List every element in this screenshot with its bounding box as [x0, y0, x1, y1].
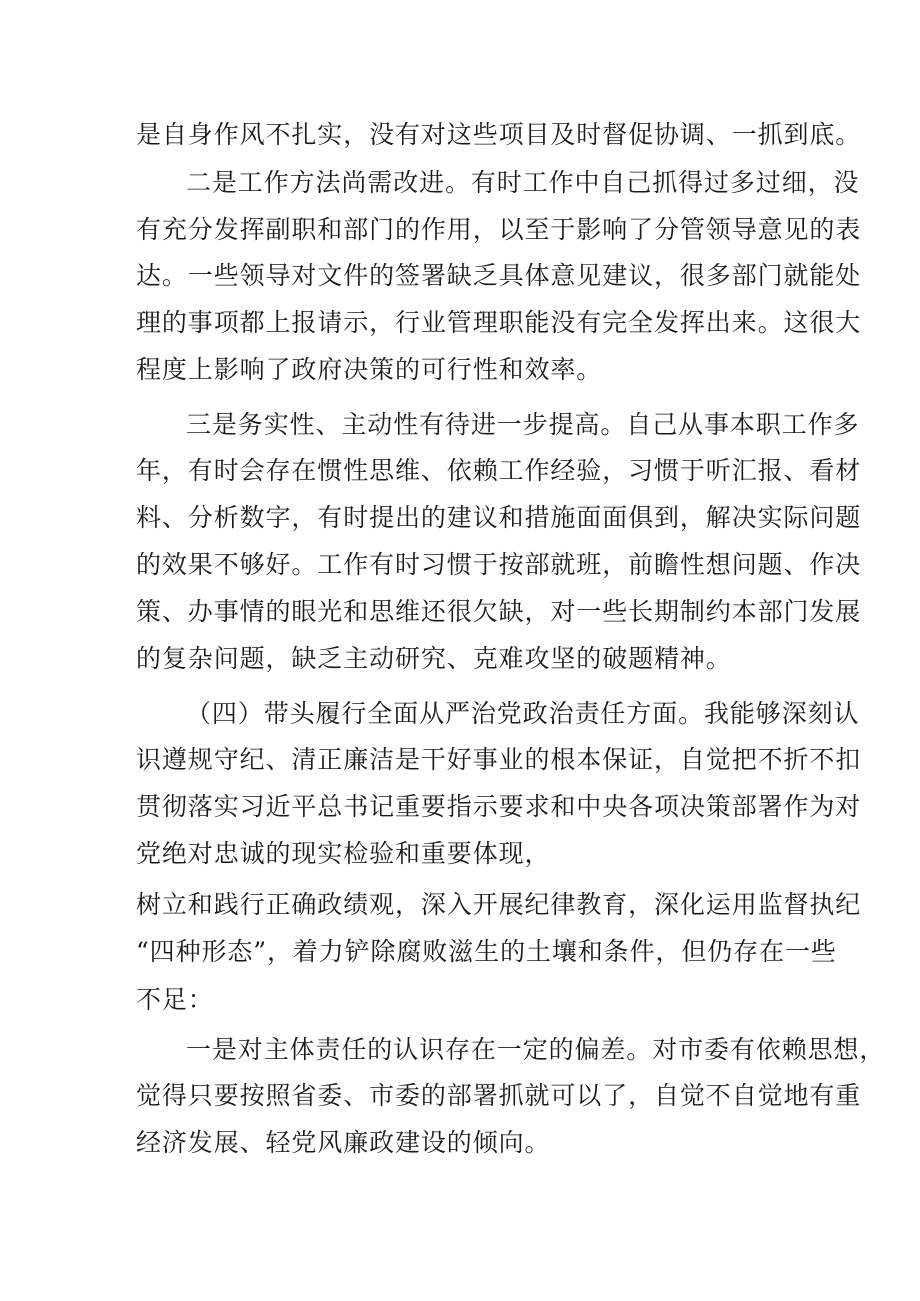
- text-line: 一是对主体责任的认识存在一定的偏差。对市委有依赖思想，: [186, 1035, 886, 1064]
- text-line: 识遵规守纪、清正廉洁是干好事业的根本保证，自觉把不折不扣: [136, 745, 862, 774]
- text-line: 贯彻落实习近平总书记重要指示要求和中央各项决策部署作为对: [136, 792, 862, 821]
- text-line: 的效果不够好。工作有时习惯于按部就班，前瞻性想问题、作决: [136, 550, 862, 579]
- text-line: 料、分析数字，有时提出的建议和措施面面俱到，解决实际问题: [136, 503, 862, 532]
- text-line: 三是务实性、主动性有待进一步提高。自己从事本职工作多: [186, 410, 860, 439]
- text-line: 经济发展、轻党风廉政建设的倾向。: [136, 1128, 551, 1157]
- text-line: 理的事项都上报请示，行业管理职能没有完全发挥出来。这很大: [136, 308, 862, 337]
- text-line: “四种形态”，着力铲除腐败滋生的土壤和条件，但仍存在一些: [136, 937, 837, 966]
- text-line: 觉得只要按照省委、市委的部署抓就可以了，自觉不自觉地有重: [136, 1081, 862, 1110]
- text-line: 达。一些领导对文件的签署缺乏具体意见建议，很多部门就能处: [136, 261, 862, 290]
- text-line: 树立和践行正确政绩观，深入开展纪律教育，深化运用监督执纪: [136, 890, 862, 919]
- text-line: 有充分发挥副职和部门的作用，以至于影响了分管领导意见的表: [136, 215, 862, 244]
- text-line: 是自身作风不扎实，没有对这些项目及时督促协调、一抓到底。: [136, 120, 862, 149]
- text-line: 二是工作方法尚需改进。有时工作中自己抓得过多过细，没: [186, 168, 860, 197]
- text-line: 年，有时会存在惯性思维、依赖工作经验，习惯于听汇报、看材: [136, 456, 862, 485]
- text-line: （四）带头履行全面从严治党政治责任方面。我能够深刻认: [186, 699, 860, 728]
- text-line: 不足：: [136, 985, 214, 1014]
- text-line: 程度上影响了政府决策的可行性和效率。: [136, 355, 603, 384]
- text-line: 的复杂问题，缺乏主动研究、克难攻坚的破题精神。: [136, 644, 732, 673]
- text-line: 党绝对忠诚的现实检验和重要体现，: [136, 839, 551, 868]
- text-line: 策、办事情的眼光和思维还很欠缺，对一些长期制约本部门发展: [136, 597, 862, 626]
